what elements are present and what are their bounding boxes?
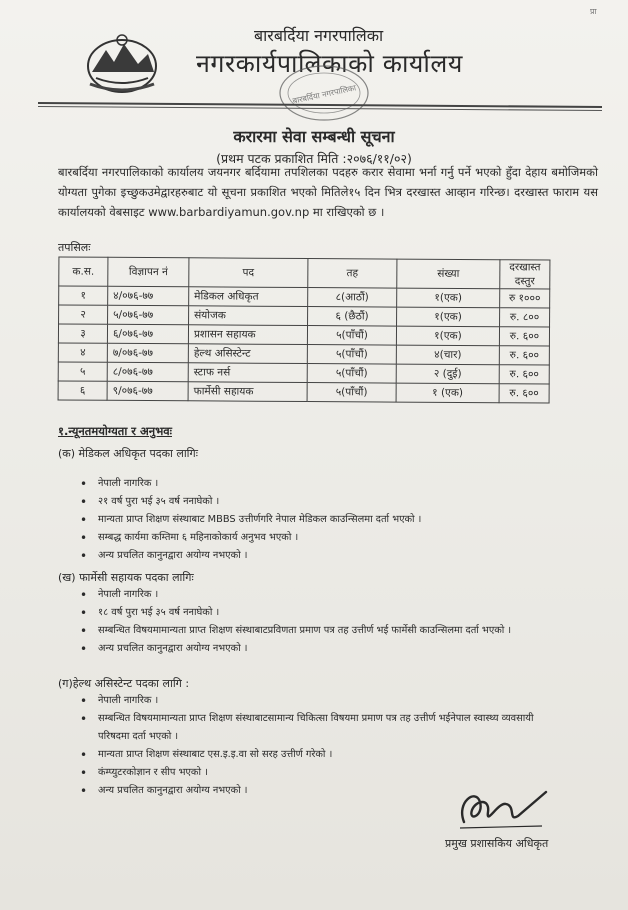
cell-post: संयोजक	[189, 306, 308, 326]
cell-fee: रु. ६००	[499, 365, 549, 384]
cell-fee: रु. ८००	[500, 308, 550, 327]
bullet-icon: •	[80, 624, 88, 638]
bullet-icon: •	[80, 531, 88, 545]
posts-table	[58, 256, 551, 403]
cell-post: हेल्थ असिस्टेन्ट	[188, 344, 307, 364]
cell-level: ५(पाँचौं)	[307, 364, 396, 384]
cell-ad-no: ४/०७६-७७	[108, 286, 189, 305]
cell-count: १(एक)	[397, 307, 500, 327]
list-item	[78, 622, 558, 640]
bullet-icon: •	[80, 513, 88, 527]
list-item	[78, 604, 558, 622]
cell-fee: रु. ६००	[499, 346, 549, 365]
notice-title: करारमा सेवा सम्बन्धी सूचना	[233, 127, 395, 146]
table-header-row	[59, 257, 550, 289]
nepal-emblem-icon	[82, 30, 162, 96]
group-heading-pharmacy-assistant: (ख) फार्मेसी सहायक पदका लागिः	[58, 571, 194, 584]
cell-sn: १	[59, 286, 108, 305]
cell-count: १(एक)	[397, 288, 500, 308]
office-stamp-icon	[276, 62, 372, 124]
qualifications-title: १.न्यूनतमयोग्यता र अनुभवः	[58, 424, 172, 438]
list-item	[78, 692, 558, 710]
requirement-text: अन्य प्रचलित कानुनद्वारा अयोग्य नभएको ।	[98, 785, 248, 796]
cell-fee: रु १०००	[500, 289, 550, 308]
bullet-icon: •	[80, 477, 88, 491]
requirement-text: २१ वर्ष पुरा भई ३५ वर्ष ननाघेको ।	[98, 496, 220, 507]
requirement-text: नेपाली नागरिक ।	[98, 478, 159, 489]
pharmacy-assistant-requirements	[78, 586, 558, 658]
col-header-fee: दरखास्त दस्तुर	[500, 260, 550, 289]
cell-ad-no: ६/०७६-७७	[107, 324, 188, 343]
details-label: तपसिलः	[58, 241, 91, 254]
requirement-text: नेपाली नागरिक ।	[98, 695, 159, 706]
group-heading-health-assistant: (ग)हेल्थ असिस्टेन्ट पदका लागि :	[58, 677, 190, 690]
signatory-title: प्रमुख प्रशासकिय अधिकृत	[445, 837, 549, 850]
bullet-icon: •	[80, 766, 88, 780]
list-item	[78, 475, 558, 493]
bullet-icon: •	[80, 784, 88, 798]
cell-fee: रु. ६००	[499, 384, 549, 403]
cell-count: २ (दुई)	[396, 364, 499, 384]
cell-ad-no: ९/०७६-७७	[107, 381, 188, 400]
cell-sn: २	[59, 305, 108, 324]
list-item	[78, 764, 558, 782]
col-header-count: संख्या	[397, 259, 500, 289]
list-item	[78, 547, 558, 565]
publish-date: (प्रथम पटक प्रकाशित मिति :२०७६/११/०२)	[216, 151, 412, 166]
cell-level: ८(आठौं)	[308, 288, 397, 308]
intro-paragraph: बारबर्दिया नगरपालिकाको कार्यालय जयनगर बर्दियामा तपशिलका पदहरु करार सेवामा भर्ना गर्नु पर्ने भएको हुँदा देहाय बमोजिमको योग्यता पुगेका इच्छुकउमेद्वारहरुबाट यो सूचना प्रकाशित भएको मितिले१५ दिन भित्र दरखास्त आव्हान गरिन्छ। दरखास्त फाराम यस कार्यालयको वेबसाइट www.barbardiyamun.gov.np मा राखिएको छ ।	[58, 165, 598, 219]
requirement-text: १८ वर्ष पुरा भई ३५ वर्ष ननाघेको ।	[98, 607, 220, 618]
cell-sn: ५	[58, 362, 107, 381]
cell-post: मेडिकल अधिकृत	[189, 287, 308, 307]
list-item	[78, 746, 558, 764]
requirement-text: सम्बन्धित विषयमामान्यता प्राप्त शिक्षण संस्थाबाटप्रविणता प्रमाण पत्र तह उत्तीर्ण भई फार्मेसी काउन्सिलमा दर्ता भएको ।	[98, 625, 512, 636]
list-item	[78, 493, 558, 511]
office-name: नगरकार्यपालिकाको कार्यालय	[196, 49, 463, 78]
bullet-icon: •	[80, 606, 88, 620]
list-item	[78, 586, 558, 604]
col-header-level: तह	[308, 259, 397, 289]
bullet-icon: •	[80, 588, 88, 602]
list-item	[78, 511, 558, 529]
cell-sn: ४	[58, 343, 107, 362]
medical-officer-requirements	[78, 475, 558, 565]
cell-ad-no: ७/०७६-७७	[107, 343, 188, 362]
cell-ad-no: ८/०७६-७७	[107, 362, 188, 381]
col-header-post: पद	[189, 258, 308, 288]
group-heading-medical-officer: (क) मेडिकल अधिकृत पदका लागिः	[58, 447, 198, 460]
cell-sn: ३	[58, 324, 107, 343]
cell-post: स्टाफ नर्स	[188, 363, 307, 383]
cell-level: ५(पाँचौं)	[307, 345, 396, 365]
signature-icon	[446, 782, 556, 838]
cell-level: ५(पाँचौं)	[307, 326, 396, 346]
cell-level: ५(पाँचौं)	[307, 383, 396, 403]
requirement-text: मान्यता प्राप्त शिक्षण संस्थाबाट MBBS उत्तीर्णगरि नेपाल मेडिकल काउन्सिलमा दर्ता भएको ।	[98, 514, 422, 525]
col-header-sn: क.स.	[59, 257, 108, 286]
municipality-name: बारबर्दिया नगरपालिका	[254, 26, 384, 45]
cell-post: प्रशासन सहायक	[188, 325, 307, 345]
bullet-icon: •	[80, 712, 88, 726]
requirement-text: मान्यता प्राप्त शिक्षण संस्थाबाट एस.इ.इ.वा सो सरह उत्तीर्ण गरेको ।	[98, 749, 333, 760]
cell-ad-no: ५/०७६-७७	[108, 305, 189, 324]
requirement-text: सम्बद्ध कार्यमा कम्तिमा ६ महिनाकोकार्य अनुभव भएको ।	[98, 532, 299, 543]
table-row	[58, 381, 549, 403]
cell-count: १ (एक)	[396, 383, 499, 403]
cell-fee: रु. ६००	[499, 327, 549, 346]
cell-count: १(एक)	[396, 326, 499, 346]
cell-sn: ६	[58, 381, 107, 400]
bullet-icon: •	[80, 495, 88, 509]
bullet-icon: •	[80, 549, 88, 563]
bullet-icon: •	[80, 642, 88, 656]
list-item	[78, 529, 558, 547]
list-item	[78, 640, 558, 658]
requirement-text: अन्य प्रचलित कानुनद्वारा अयोग्य नभएको ।	[98, 643, 248, 654]
requirement-text: कंम्प्युटरकोज्ञान र सीप भएको ।	[98, 767, 208, 778]
requirement-text: सम्बन्धित विषयमामान्यता प्राप्त शिक्षण संस्थाबाटसामान्य चिकित्सा विषयमा प्रमाण पत्र तह उत्तीर्ण भईनेपाल स्वास्थ्य व्यवसायी परिषदमा दर्ता भएको ।	[98, 713, 534, 742]
bullet-icon: •	[80, 748, 88, 762]
col-header-ad-no: विज्ञापन नं	[108, 257, 189, 286]
cell-level: ६ (छैठौं)	[308, 307, 397, 327]
cell-count: ४(चार)	[396, 345, 499, 365]
svg-text:बारबर्दिया नगरपालिका: बारबर्दिया नगरपालिका	[291, 83, 357, 106]
list-item	[78, 710, 558, 746]
requirement-text: अन्य प्रचलित कानुनद्वारा अयोग्य नभएको ।	[98, 550, 248, 561]
corner-note: प्रा	[590, 7, 597, 16]
bullet-icon: •	[80, 694, 88, 708]
requirement-text: नेपाली नागरिक ।	[98, 589, 159, 600]
cell-post: फार्मेसी सहायक	[188, 382, 307, 402]
